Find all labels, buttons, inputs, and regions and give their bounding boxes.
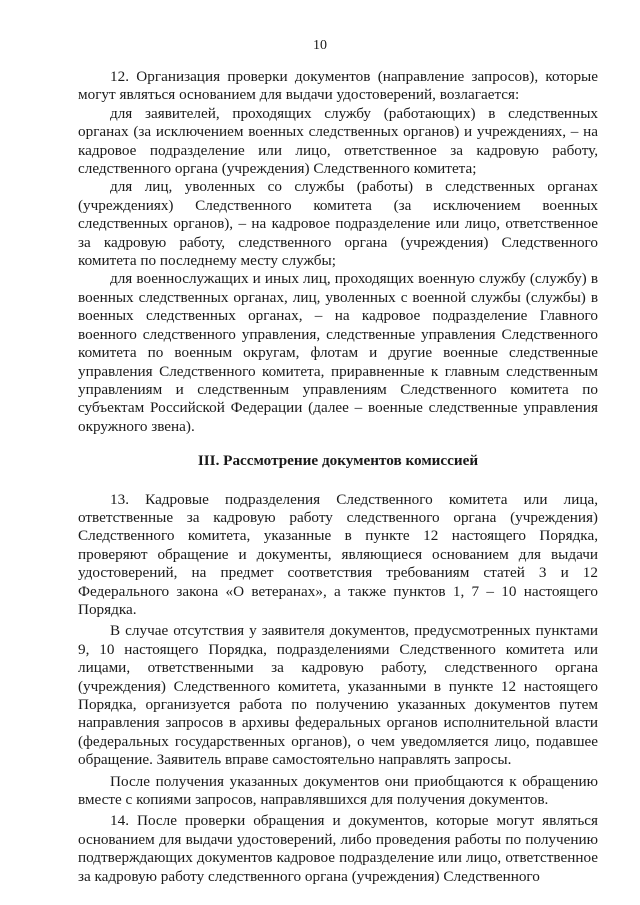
paragraph-12-current-staff: для заявителей, проходящих службу (работающих) в следственных органах (за исключением военных следственных органов) и учреждениях, – на кадровое подразделение или лицо, ответственное за кадровую работу, следственного органа (учреждения) Следственного комитета; bbox=[78, 104, 598, 178]
paragraph-12-military-staff: для военнослужащих и иных лиц, проходящих военную службу (службу) в военных следственных органах, лиц, уволенных с военной службы (службы) в военных следственных органах, – на кадровое подразделение Главного военного следственного управления, следственные управления Следственного комитета по военным округам, флотам и другие военные следственные управления Следственного комитета, приравненные к главным следственным управлениям и следственным управлениям Следственного комитета по субъектам Российской Федерации (далее – военные следственные управления окружного звена). bbox=[78, 270, 598, 435]
paragraph-12-dismissed-staff: для лиц, уволенных со службы (работы) в следственных органах (учреждениях) Следственного комитета (за исключением военных следственных органов), – на кадровое подразделение или лицо, ответственное за кадровую работу, следственного органа (учреждения) Следственного комитета по последнему месту службы; bbox=[78, 178, 598, 270]
document-body bbox=[78, 68, 598, 886]
paragraph-13-after-receipt: После получения указанных документов они приобщаются к обращению вместе с копиями запросов, направлявшихся для получения документов. bbox=[78, 772, 598, 809]
paragraph-13-missing-documents: В случае отсутствия у заявителя документов, предусмотренных пунктами 9, 10 настоящего Порядка, подразделениями Следственного комитета или лицами, ответственными за кадровую работу, следственного органа (учреждения) Следственного комитета, указанными в пункте 12 настоящего Порядка, организуется работа по получению указанных документов путем направления запросов в архивы федеральных органов исполнительной власти (федеральных государственных органов), о чем уведомляется лицо, подавшее обращение. Заявитель вправе самостоятельно направлять запросы. bbox=[78, 622, 598, 769]
paragraph-13: 13. Кадровые подразделения Следственного комитета или лица, ответственные за кадровую работу следственного органа (учреждения) Следственного комитета, указанные в пункте 12 настоящего Порядка, проверяют обращение и документы, являющиеся основанием для выдачи удостоверений, на предмет соответствия требованиям статей 3 и 12 Федерального закона «О ветеранах», а также пунктов 1, 7 – 10 настоящего Порядка. bbox=[78, 490, 598, 618]
section-heading: III. Рассмотрение документов комиссией bbox=[197, 452, 479, 470]
paragraph-12-intro: 12. Организация проверки документов (направление запросов), которые могут являться основанием для выдачи удостоверений, возлагается: bbox=[78, 68, 598, 104]
paragraph-14: 14. После проверки обращения и документов, которые могут являться основанием для выдачи удостоверений, либо проведения работы по получению подтверждающих документов кадровое подразделение или лицо, ответственное за кадровую работу следственного органа (учреждения) Следственного bbox=[78, 812, 598, 885]
page-number: 10 bbox=[313, 38, 327, 53]
